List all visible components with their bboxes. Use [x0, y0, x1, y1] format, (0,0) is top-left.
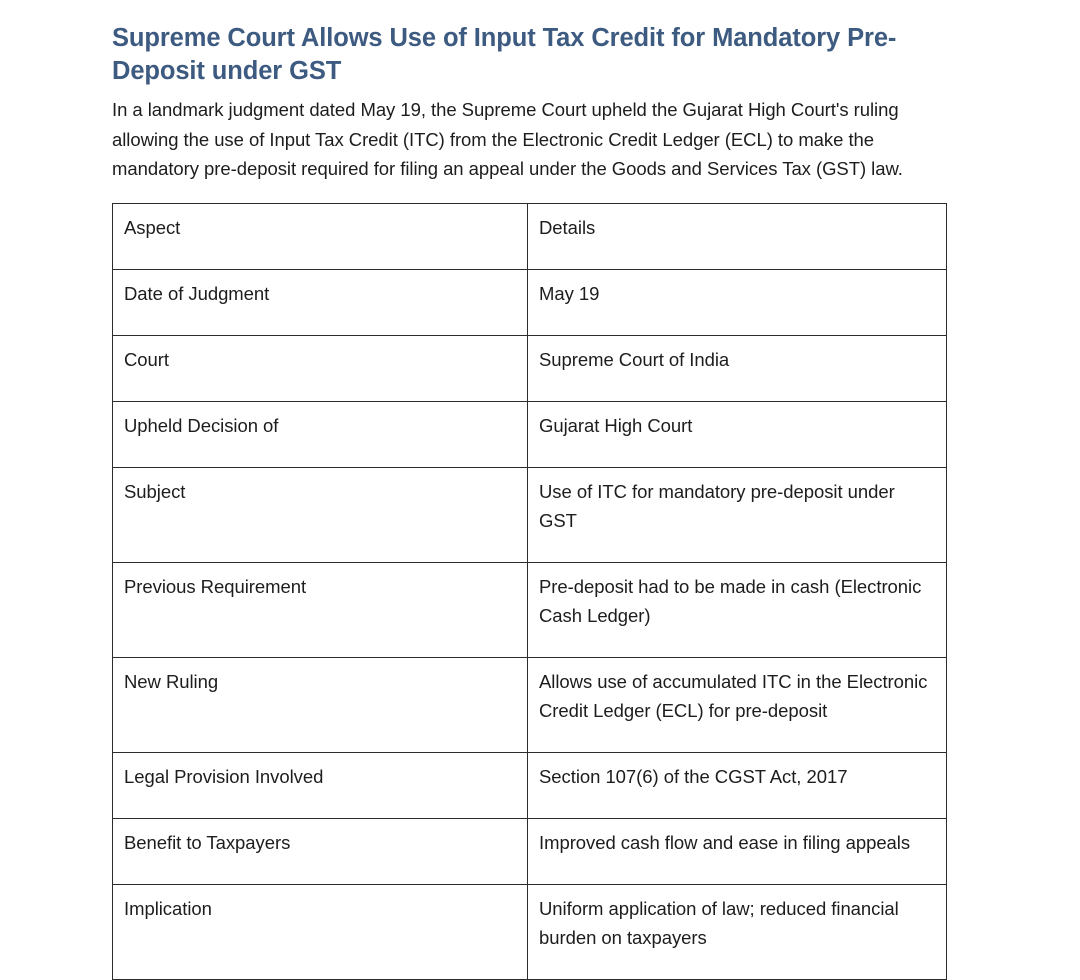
row-details: Allows use of accumulated ITC in the Electronic Credit Ledger (ECL) for pre-deposit: [528, 657, 947, 752]
row-aspect: Previous Requirement: [113, 562, 528, 657]
table-row: [113, 884, 947, 979]
table-row: [113, 401, 947, 467]
row-aspect: Implication: [113, 884, 528, 979]
table-row: [113, 562, 947, 657]
table-row: [113, 467, 947, 562]
table-header-row: [113, 203, 947, 269]
row-aspect: Subject: [113, 467, 528, 562]
row-aspect: Upheld Decision of: [113, 401, 528, 467]
row-details: Pre-deposit had to be made in cash (Electronic Cash Ledger): [528, 562, 947, 657]
row-aspect: Benefit to Taxpayers: [113, 818, 528, 884]
table-row: [113, 818, 947, 884]
column-header-aspect: Aspect: [113, 203, 528, 269]
table-row: [113, 335, 947, 401]
table-body: [113, 203, 947, 979]
row-aspect: Date of Judgment: [113, 269, 528, 335]
row-details: Uniform application of law; reduced financial burden on taxpayers: [528, 884, 947, 979]
table-row: [113, 657, 947, 752]
page-title: Supreme Court Allows Use of Input Tax Credit for Mandatory Pre-Deposit under GST: [112, 24, 897, 85]
row-aspect: Legal Provision Involved: [113, 752, 528, 818]
row-details: May 19: [528, 269, 947, 335]
row-details: Use of ITC for mandatory pre-deposit under GST: [528, 467, 947, 562]
row-details: Supreme Court of India: [528, 335, 947, 401]
row-details: Improved cash flow and ease in filing appeals: [528, 818, 947, 884]
intro-paragraph: In a landmark judgment dated May 19, the Supreme Court upheld the Gujarat High Court's ruling allowing the use of Input Tax Credit (ITC) from the Electronic Credit Ledger (ECL) to make the mandatory pre-deposit required for filing an appeal under the Goods and Services Tax (GST) law.: [112, 99, 903, 179]
row-details: Section 107(6) of the CGST Act, 2017: [528, 752, 947, 818]
summary-table: [112, 203, 947, 980]
row-details: Gujarat High Court: [528, 401, 947, 467]
table-row: [113, 269, 947, 335]
row-aspect: Court: [113, 335, 528, 401]
row-aspect: New Ruling: [113, 657, 528, 752]
table-row: [113, 752, 947, 818]
column-header-details: Details: [528, 203, 947, 269]
